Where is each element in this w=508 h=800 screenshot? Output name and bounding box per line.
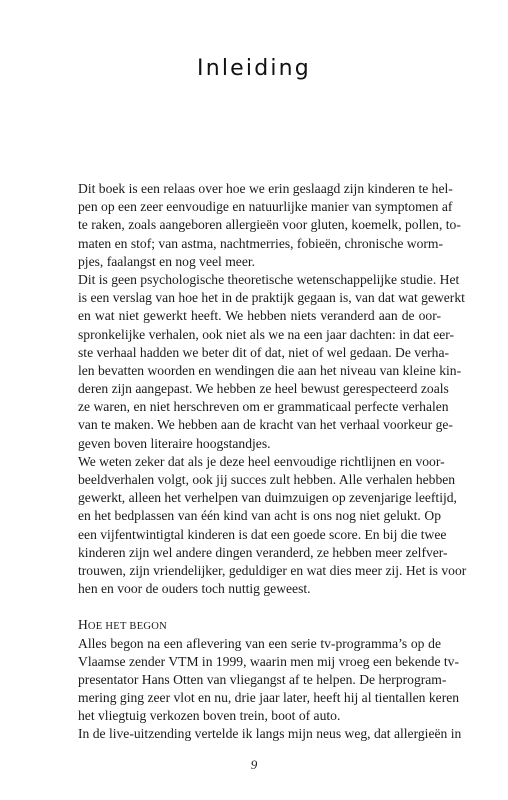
text-line: trouwen, zijn vriendelijker, geduldiger en wat dies meer zij. Het is voor [78, 562, 467, 578]
text-line: In de live-uitzending vertelde ik langs mijn neus weg, dat allergieën in [78, 726, 462, 742]
paragraph-4 [78, 635, 460, 726]
text-line: geven boven literaire hoogstandjes. [78, 435, 271, 451]
chapter-title: Inleiding [197, 56, 311, 81]
text-line: een vijfentwintigtal kinderen is dat een goede score. En bij die twee [78, 526, 447, 542]
text-line: te raken, zoals aangeboren allergieën voor gluten, koemelk, pollen, to- [78, 217, 461, 233]
text-line: Alles begon na een aflevering van een serie tv-programma’s op de [78, 635, 441, 651]
section-heading-rest: OE HET BEGON [87, 621, 168, 633]
text-line: We weten zeker dat als je deze heel eenvoudige richtlijnen en voor- [78, 453, 445, 469]
page-body [78, 180, 467, 744]
text-line: pen op een zeer eenvoudige en natuurlijke manier van symptomen af [78, 199, 453, 215]
text-line: Dit boek is een relaas over hoe we erin geslaagd zijn kinderen te hel- [78, 181, 453, 196]
paragraph-5 [78, 725, 462, 743]
text-line: maten en stof; van astma, nachtmerries, fobieën, chronische worm- [78, 235, 444, 251]
text-line: en wat niet gewerkt heeft. We hebben niets veranderd aan de oor- [78, 308, 441, 324]
text-line: Dit is geen psychologische theoretische wetenschappelijke studie. Het [78, 271, 460, 287]
text-line: ste verhaal hadden we beter dit of dat, niet of wel gedaan. De verha- [78, 344, 450, 360]
text-line: ze waren, en niet herschreven om er grammaticaal perfecte verhalen [78, 399, 449, 415]
text-line: het vliegtuig verkozen boven trein, boot of auto. [78, 708, 341, 724]
text-line: presentator Hans Otten van vliegangst af te helpen. De herprogram- [78, 671, 447, 687]
text-line: en het bedplassen van één kind van acht is ons nog niet gelukt. Op [78, 508, 441, 524]
text-line: mering ging zeer vlot en nu, drie jaar later, heeft hij al tientallen keren [78, 690, 460, 706]
text-line: gewerkt, alleen het verhelpen van duimzuigen op zevenjarige leeftijd, [78, 490, 457, 506]
text-line: Vlaamse zender VTM in 1999, waarin men mij vroeg een bekende tv- [78, 653, 460, 669]
paragraph-1 [78, 180, 461, 271]
section-heading-initial: H [78, 617, 88, 633]
page-number: 9 [250, 757, 258, 772]
text-line: kinderen zijn wel andere dingen veranderd, ze hebben meer zelfver- [78, 544, 448, 560]
text-line: deren zijn aangepast. We hebben ze heel bewust gerespecteerd zoals [78, 381, 449, 397]
text-line: len bevatten woorden en wendingen die aan het niveau van kleine kin- [78, 362, 462, 378]
text-line: hen en voor de ouders toch nuttig geweest. [78, 581, 311, 597]
paragraph-3 [78, 453, 467, 599]
text-line: spronkelijke verhalen, ook niet als we na een jaar dachten: in dat eer- [78, 326, 455, 342]
section-spacer [78, 598, 441, 616]
section-heading [78, 616, 441, 634]
text-line: beeldverhalen volgt, ook jij succes zult hebben. Alle verhalen hebben [78, 472, 456, 487]
text-line: is een verslag van hoe het in de praktijk gegaan is, van dat wat gewerkt [78, 290, 465, 306]
text-line: pjes, faalangst en nog veel meer. [78, 253, 256, 269]
paragraph-2 [78, 271, 465, 453]
text-line: van te maken. We hebben aan de kracht van het verhaal voorkeur ge- [78, 417, 453, 433]
